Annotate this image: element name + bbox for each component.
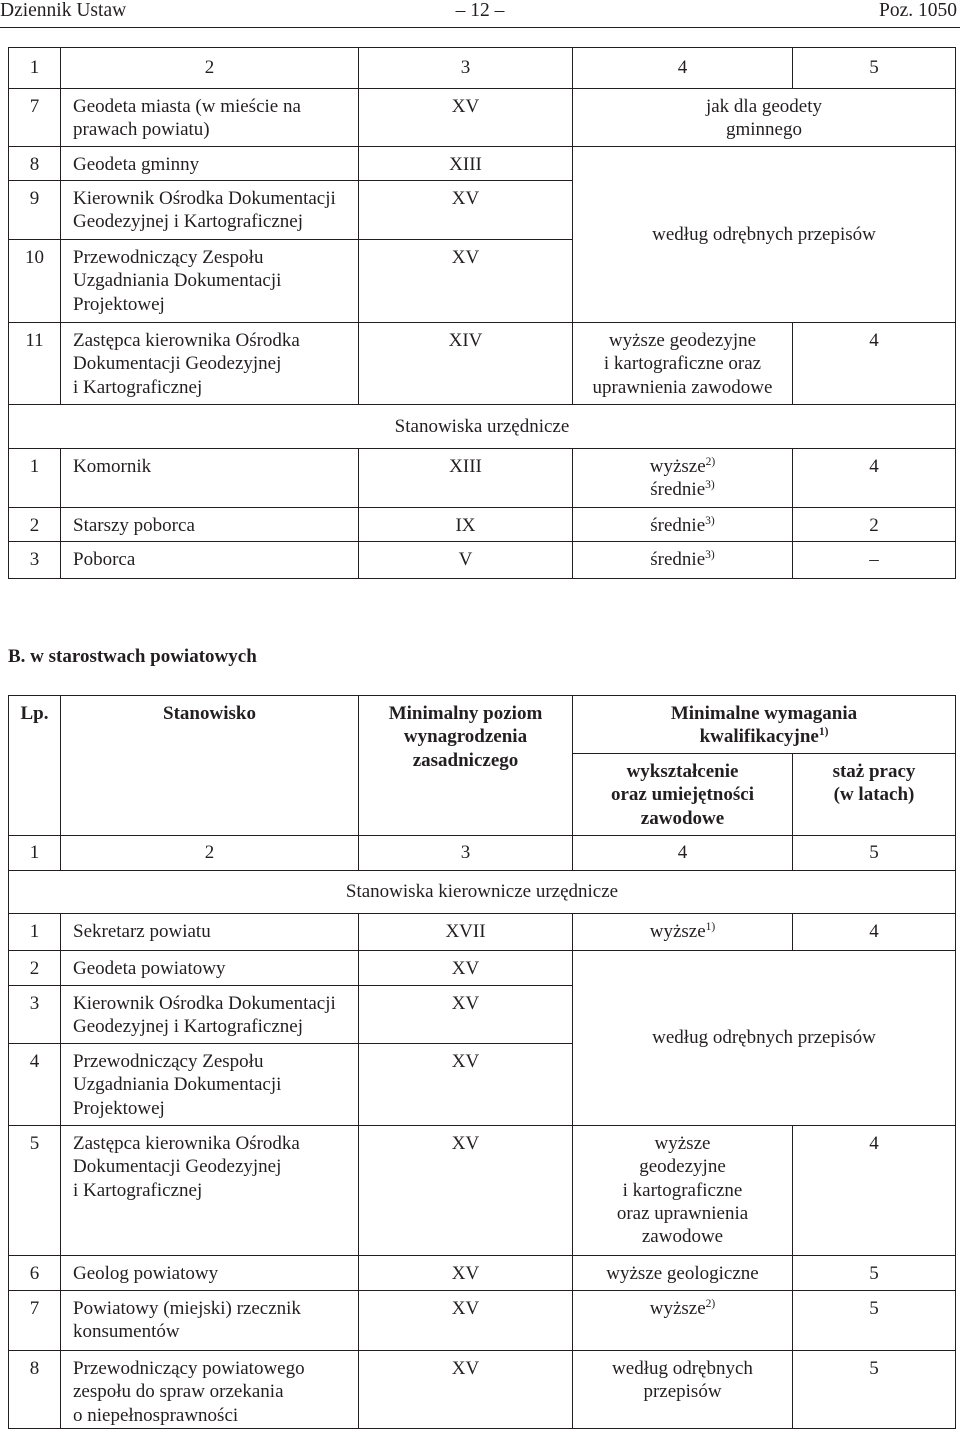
table-b bbox=[8, 695, 956, 1429]
experience-years: 5 bbox=[793, 1291, 956, 1351]
row-number: 4 bbox=[9, 1044, 61, 1126]
header-education: wykształcenie oraz umiejętności zawodowe bbox=[573, 754, 793, 836]
salary-grade: XVII bbox=[359, 914, 573, 951]
education-line bbox=[577, 478, 788, 501]
table-row bbox=[9, 951, 956, 986]
position-name: Geodeta miasta (w mieście na prawach powiatu) bbox=[61, 89, 359, 147]
position-name: Sekretarz powiatu bbox=[61, 914, 359, 951]
column-number: 5 bbox=[793, 836, 956, 871]
salary-grade: XV bbox=[359, 181, 573, 240]
column-number-row bbox=[9, 48, 956, 89]
position-name: Starszy poborca bbox=[61, 508, 359, 542]
header-requirements bbox=[573, 696, 956, 754]
column-number: 5 bbox=[793, 48, 956, 89]
position-name: Komornik bbox=[61, 449, 359, 508]
table-row bbox=[9, 323, 956, 405]
header-lp: Lp. bbox=[9, 696, 61, 836]
header-rule bbox=[0, 27, 960, 28]
education-requirement: wyższe geologiczne bbox=[573, 1256, 793, 1291]
salary-grade: XV bbox=[359, 986, 573, 1044]
position-name: Zastępca kierownika Ośrodka Dokumentacji Geodezyjnej i Kartograficznej bbox=[61, 323, 359, 405]
header-salary: Minimalny poziom wynagrodzenia zasadniczego bbox=[359, 696, 573, 836]
salary-grade: XV bbox=[359, 1126, 573, 1256]
header-row bbox=[9, 696, 956, 754]
experience-years: 5 bbox=[793, 1256, 956, 1291]
experience-years: 2 bbox=[793, 508, 956, 542]
salary-grade: V bbox=[359, 542, 573, 579]
column-number: 1 bbox=[9, 48, 61, 89]
education-requirement bbox=[573, 1291, 793, 1351]
row-number: 1 bbox=[9, 449, 61, 508]
column-number: 4 bbox=[573, 48, 793, 89]
page-header bbox=[0, 0, 960, 24]
column-number: 1 bbox=[9, 836, 61, 871]
education-requirement bbox=[573, 914, 793, 951]
table-row bbox=[9, 449, 956, 508]
salary-grade: XV bbox=[359, 1044, 573, 1126]
position-name: Kierownik Ośrodka Dokumentacji Geodezyjnej i Kartograficznej bbox=[61, 986, 359, 1044]
section-title-row bbox=[9, 405, 956, 449]
salary-grade: XV bbox=[359, 1291, 573, 1351]
footnote-marker: 3) bbox=[705, 479, 715, 492]
experience-years: 4 bbox=[793, 449, 956, 508]
salary-grade: XIV bbox=[359, 323, 573, 405]
education-requirement bbox=[573, 449, 793, 508]
page-number: – 12 – bbox=[455, 0, 505, 21]
education-text: wyższe bbox=[649, 921, 706, 942]
salary-grade: XV bbox=[359, 1351, 573, 1429]
row-number: 10 bbox=[9, 240, 61, 323]
position-name: Poborca bbox=[61, 542, 359, 579]
education-requirement: według odrębnych przepisów bbox=[573, 1351, 793, 1429]
header-position: Stanowisko bbox=[61, 696, 359, 836]
table-row bbox=[9, 1351, 956, 1429]
position-name: Przewodniczący Zespołu Uzgadniania Dokumentacji Projektowej bbox=[61, 1044, 359, 1126]
column-number: 2 bbox=[61, 48, 359, 89]
table-row bbox=[9, 1126, 956, 1256]
column-number: 2 bbox=[61, 836, 359, 871]
salary-grade: XV bbox=[359, 240, 573, 323]
section-title: Stanowiska urzędnicze bbox=[9, 405, 956, 449]
column-number: 3 bbox=[359, 48, 573, 89]
footnote-marker: 3) bbox=[705, 549, 715, 561]
position-name: Geodeta powiatowy bbox=[61, 951, 359, 986]
position-name: Geolog powiatowy bbox=[61, 1256, 359, 1291]
row-number: 2 bbox=[9, 951, 61, 986]
header-experience: staż pracy (w latach) bbox=[793, 754, 956, 836]
footnote-marker: 2) bbox=[705, 456, 716, 468]
education-requirement bbox=[573, 542, 793, 579]
qualification-requirements: według odrębnych przepisów bbox=[573, 951, 956, 1126]
section-b-title: B. w starostwach powiatowych bbox=[8, 646, 257, 667]
experience-years: 5 bbox=[793, 1351, 956, 1429]
qualification-requirements: według odrębnych przepisów bbox=[573, 147, 956, 323]
section-title: Stanowiska kierownicze urzędnicze bbox=[9, 871, 956, 914]
position-name: Powiatowy (miejski) rzecznik konsumentów bbox=[61, 1291, 359, 1351]
table-row bbox=[9, 1291, 956, 1351]
education-text: wyższe bbox=[649, 456, 706, 477]
footnote-marker: 1) bbox=[705, 921, 716, 933]
table-row bbox=[9, 542, 956, 579]
salary-grade: XV bbox=[359, 951, 573, 986]
row-number: 3 bbox=[9, 542, 61, 579]
header-requirements-label: Minimalne wymagania kwalifikacyjne bbox=[670, 703, 858, 748]
table-row bbox=[9, 1256, 956, 1291]
section-title-row bbox=[9, 871, 956, 914]
footnote-marker: 3) bbox=[705, 515, 715, 527]
position-name: Kierownik Ośrodka Dokumentacji Geodezyjnej i Kartograficznej bbox=[61, 181, 359, 240]
salary-grade: XIII bbox=[359, 449, 573, 508]
salary-grade: XV bbox=[359, 89, 573, 147]
row-number: 7 bbox=[9, 1291, 61, 1351]
position-name: Przewodniczący Zespołu Uzgadniania Dokumentacji Projektowej bbox=[61, 240, 359, 323]
education-line bbox=[577, 514, 788, 537]
row-number: 7 bbox=[9, 89, 61, 147]
table-row bbox=[9, 914, 956, 951]
education-requirement bbox=[573, 508, 793, 542]
table-row bbox=[9, 89, 956, 147]
salary-grade: XV bbox=[359, 1256, 573, 1291]
position-name: Geodeta gminny bbox=[61, 147, 359, 181]
qualification-requirements: jak dla geodety gminnego bbox=[573, 89, 956, 147]
column-number: 4 bbox=[573, 836, 793, 871]
row-number: 9 bbox=[9, 181, 61, 240]
footnote-marker: 1) bbox=[818, 726, 829, 739]
table-row bbox=[9, 508, 956, 542]
experience-years: 4 bbox=[793, 914, 956, 951]
education-requirement: wyższe geodezyjne i kartograficzne oraz uprawnienia zawodowe bbox=[573, 323, 793, 405]
row-number: 8 bbox=[9, 1351, 61, 1429]
education-requirement: wyższe geodezyjne i kartograficzne oraz uprawnienia zawodowe bbox=[573, 1126, 793, 1256]
education-text: średnie bbox=[650, 479, 706, 501]
education-line bbox=[577, 455, 788, 478]
column-number: 3 bbox=[359, 836, 573, 871]
row-number: 3 bbox=[9, 986, 61, 1044]
table-row bbox=[9, 147, 956, 181]
row-number: 8 bbox=[9, 147, 61, 181]
experience-years: – bbox=[793, 542, 956, 579]
education-text: średnie bbox=[650, 549, 706, 570]
experience-years: 4 bbox=[793, 323, 956, 405]
education-text: wyższe bbox=[649, 1298, 706, 1319]
position-name: Przewodniczący powiatowego zespołu do spraw orzekania o niepełnosprawności bbox=[61, 1351, 359, 1429]
journal-title: Dziennik Ustaw bbox=[0, 0, 127, 21]
experience-years: 4 bbox=[793, 1126, 956, 1256]
education-line bbox=[577, 548, 788, 571]
column-number-row bbox=[9, 836, 956, 871]
table-a bbox=[8, 47, 956, 579]
salary-grade: IX bbox=[359, 508, 573, 542]
row-number: 6 bbox=[9, 1256, 61, 1291]
position-name: Zastępca kierownika Ośrodka Dokumentacji Geodezyjnej i Kartograficznej bbox=[61, 1126, 359, 1256]
item-number: Poz. 1050 bbox=[879, 0, 957, 21]
education-text: średnie bbox=[650, 515, 706, 536]
row-number: 1 bbox=[9, 914, 61, 951]
row-number: 5 bbox=[9, 1126, 61, 1256]
row-number: 11 bbox=[9, 323, 61, 405]
row-number: 2 bbox=[9, 508, 61, 542]
footnote-marker: 2) bbox=[705, 1298, 716, 1310]
salary-grade: XIII bbox=[359, 147, 573, 181]
